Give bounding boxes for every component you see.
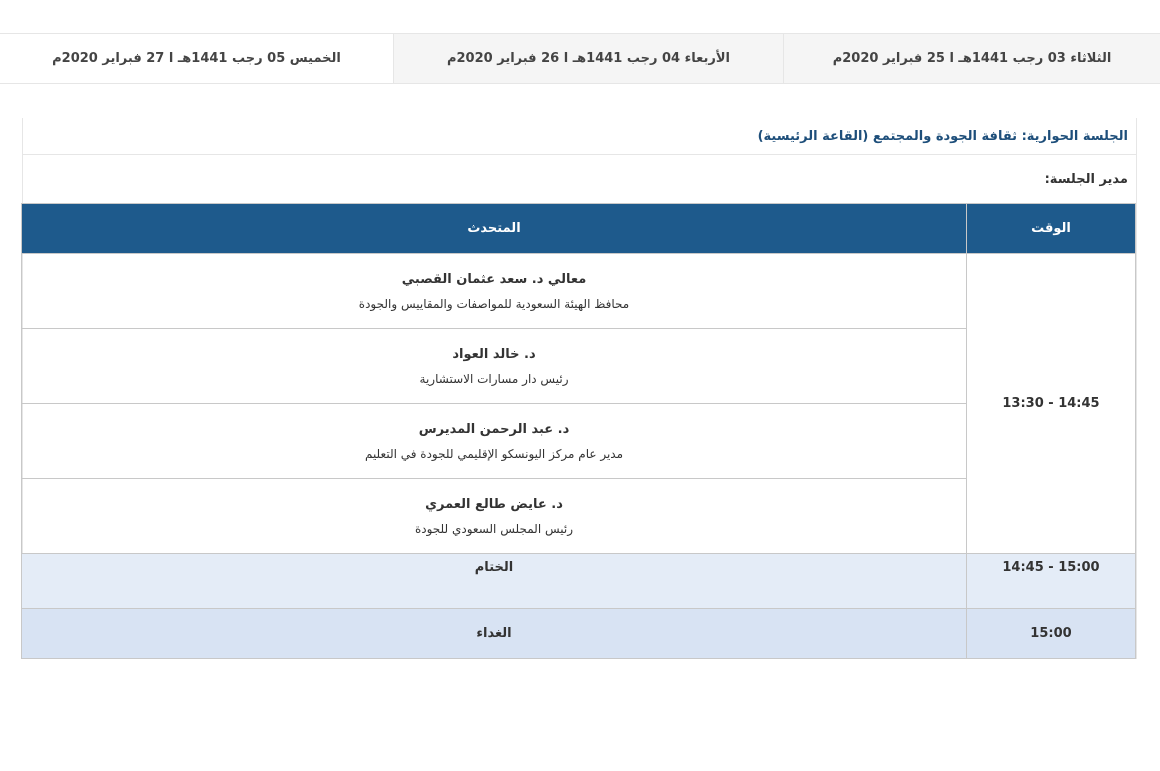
tab-tuesday[interactable] [783, 34, 1160, 83]
session-panel [22, 118, 1137, 659]
speaker-name: معالي د. سعد عثمان القصبي [401, 271, 587, 287]
closing-time: 14:45 - 15:00 [1002, 560, 1100, 575]
tab-thursday[interactable] [0, 34, 393, 83]
table-row [22, 254, 1136, 329]
speaker-role: رئيس المجلس السعودي للجودة [414, 521, 574, 536]
speaker-cell [22, 404, 967, 479]
header-speaker: المتحدث [22, 204, 967, 254]
lunch-row [22, 609, 1136, 659]
day-tabs [0, 33, 1160, 84]
tab-wednesday[interactable] [393, 34, 783, 83]
tab-thursday-label: الخميس 05 رجب 1441هـ ا 27 فبراير 2020م [52, 51, 341, 66]
speaker-name: د. خالد العواد [452, 346, 536, 362]
session-moderator-label: مدير الجلسة: [1044, 171, 1128, 187]
header-time: الوقت [967, 204, 1136, 254]
time-slot-cell [967, 254, 1136, 554]
speaker-cell [22, 254, 967, 329]
speaker-cell [22, 479, 967, 554]
lunch-time: 15:00 [1030, 626, 1072, 641]
closing-row [22, 554, 1136, 609]
speaker-role: مدير عام مركز اليونسكو الإقليمي للجودة في التعليم [364, 446, 624, 461]
tab-tuesday-label: الثلاثاء 03 رجب 1441هـ ا 25 فبراير 2020م [832, 51, 1112, 66]
schedule-table [21, 203, 1136, 659]
tab-wednesday-label: الأربعاء 04 رجب 1441هـ ا 26 فبراير 2020م [446, 51, 731, 66]
lunch-time-cell [967, 609, 1136, 659]
speaker-name: د. عبد الرحمن المديرس [418, 421, 570, 437]
lunch-label: الغداء [22, 609, 967, 659]
time-slot: 13:30 - 14:45 [1002, 396, 1100, 411]
speaker-cell [22, 329, 967, 404]
speaker-name: د. عايض طالع العمري [425, 496, 563, 512]
closing-time-cell [967, 554, 1136, 609]
closing-label: الختام [22, 554, 967, 609]
speaker-role: رئيس دار مسارات الاستشارية [419, 371, 569, 386]
session-title: الجلسة الحوارية: ثقافة الجودة والمجتمع (القاعة الرئيسية) [23, 118, 1136, 155]
speaker-role: محافظ الهيئة السعودية للمواصفات والمقاييس والجودة [358, 296, 630, 311]
table-header-row [22, 204, 1136, 254]
